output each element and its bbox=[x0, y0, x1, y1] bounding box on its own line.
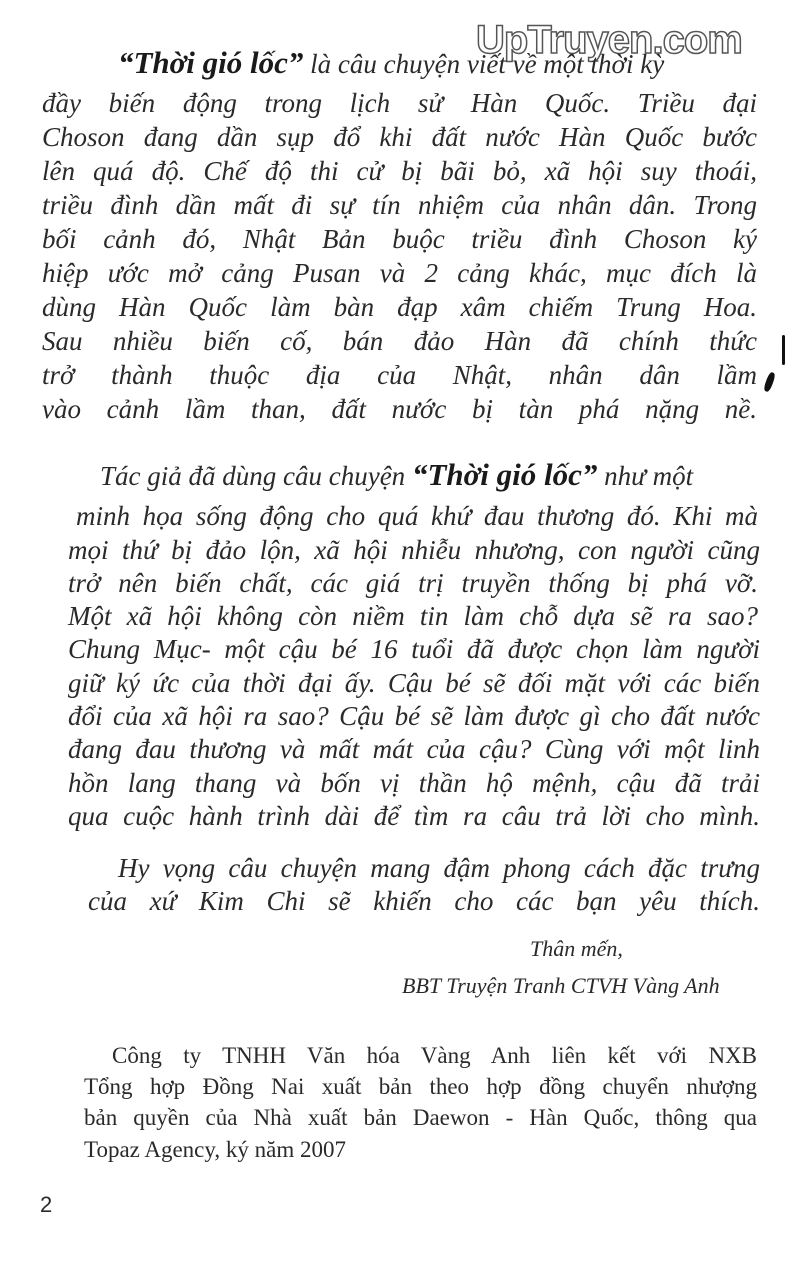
para2-line: trở nên biến chất, các giá trị truyền thống bị phá vỡ. bbox=[68, 568, 758, 598]
para1-line: hiệp ước mở cảng Pusan và 2 cảng khác, mục đích là bbox=[42, 258, 757, 288]
text: Tác giả đã dùng câu chuyện bbox=[100, 461, 406, 491]
para1-line: trở thành thuộc địa của Nhật, nhân dân lầm bbox=[42, 360, 757, 390]
book-title: “Thời gió lốc” bbox=[118, 45, 304, 80]
publisher-line: Công ty TNHH Văn hóa Vàng Anh liên kết với NXB bbox=[112, 1043, 757, 1068]
para1-line: vào cảnh lầm than, đất nước bị tàn phá nặng nề. bbox=[42, 394, 757, 424]
para1-line: Sau nhiều biến cố, bán đảo Hàn đã chính thức bbox=[42, 326, 757, 356]
para3-line: Hy vọng câu chuyện mang đậm phong cách đặc trưng bbox=[118, 853, 760, 883]
para2-line: đang đau thương và mất mát của cậu? Cùng với một linh bbox=[68, 734, 760, 764]
para1-line: triều đình dần mất đi sự tín nhiệm của nhân dân. Trong bbox=[42, 190, 757, 220]
page-number: 2 bbox=[40, 1192, 53, 1217]
para1-line bbox=[118, 46, 758, 81]
publisher-line: Topaz Agency, ký năm 2007 bbox=[84, 1137, 346, 1162]
text: là câu chuyện viết về một thời kỳ bbox=[310, 49, 665, 79]
para2-line: mọi thứ bị đảo lộn, xã hội nhiễu nhương, con người cũng bbox=[68, 535, 760, 565]
publisher-line: Tổng hợp Đồng Nai xuất bản theo hợp đồng chuyển nhượng bbox=[84, 1074, 757, 1099]
publisher-line: bản quyền của Nhà xuất bản Daewon - Hàn Quốc, thông qua bbox=[84, 1105, 757, 1130]
ink-blot bbox=[763, 371, 776, 392]
closing: Thân mến, bbox=[530, 936, 623, 961]
para1-line: Choson đang dần sụp đổ khi đất nước Hàn Quốc bước bbox=[42, 122, 757, 152]
para2-line: đổi của xã hội ra sao? Cậu bé sẽ làm được gì cho đất nước bbox=[68, 701, 760, 731]
para2-line: hồn lang thang và bốn vị thần hộ mệnh, cậu đã trải bbox=[68, 768, 760, 798]
para1-line: lên quá độ. Chế độ thi cử bị bãi bỏ, xã hội suy thoái, bbox=[42, 156, 757, 186]
para2-line: Một xã hội không còn niềm tin làm chỗ dựa sẽ ra sao? bbox=[68, 601, 758, 631]
para2-line: giữ ký ức của thời đại ấy. Cậu bé sẽ đối mặt với các biến bbox=[68, 668, 760, 698]
para2-line: minh họa sống động cho quá khứ đau thương đó. Khi mà bbox=[76, 501, 758, 531]
para2-line bbox=[100, 458, 760, 493]
watermark-logo: UpTruyen.com bbox=[476, 18, 742, 62]
para3-line: của xứ Kim Chi sẽ khiến cho các bạn yêu thích. bbox=[88, 886, 760, 916]
signature: BBT Truyện Tranh CTVH Vàng Anh bbox=[402, 973, 720, 998]
text: như một bbox=[604, 461, 694, 491]
para2-line: qua cuộc hành trình dài để tìm ra câu trả lời cho mình. bbox=[68, 801, 760, 831]
book-title: “Thời gió lốc” bbox=[411, 457, 598, 492]
para1-line: bối cảnh đó, Nhật Bản buộc triều đình Choson ký bbox=[42, 224, 757, 254]
para1-line: đầy biến động trong lịch sử Hàn Quốc. Triều đại bbox=[42, 88, 757, 118]
para2-line: Chung Mục- một cậu bé 16 tuổi đã được chọn làm người bbox=[68, 634, 760, 664]
ink-mark bbox=[782, 335, 785, 365]
para1-line: dùng Hàn Quốc làm bàn đạp xâm chiếm Trung Hoa. bbox=[42, 292, 757, 322]
